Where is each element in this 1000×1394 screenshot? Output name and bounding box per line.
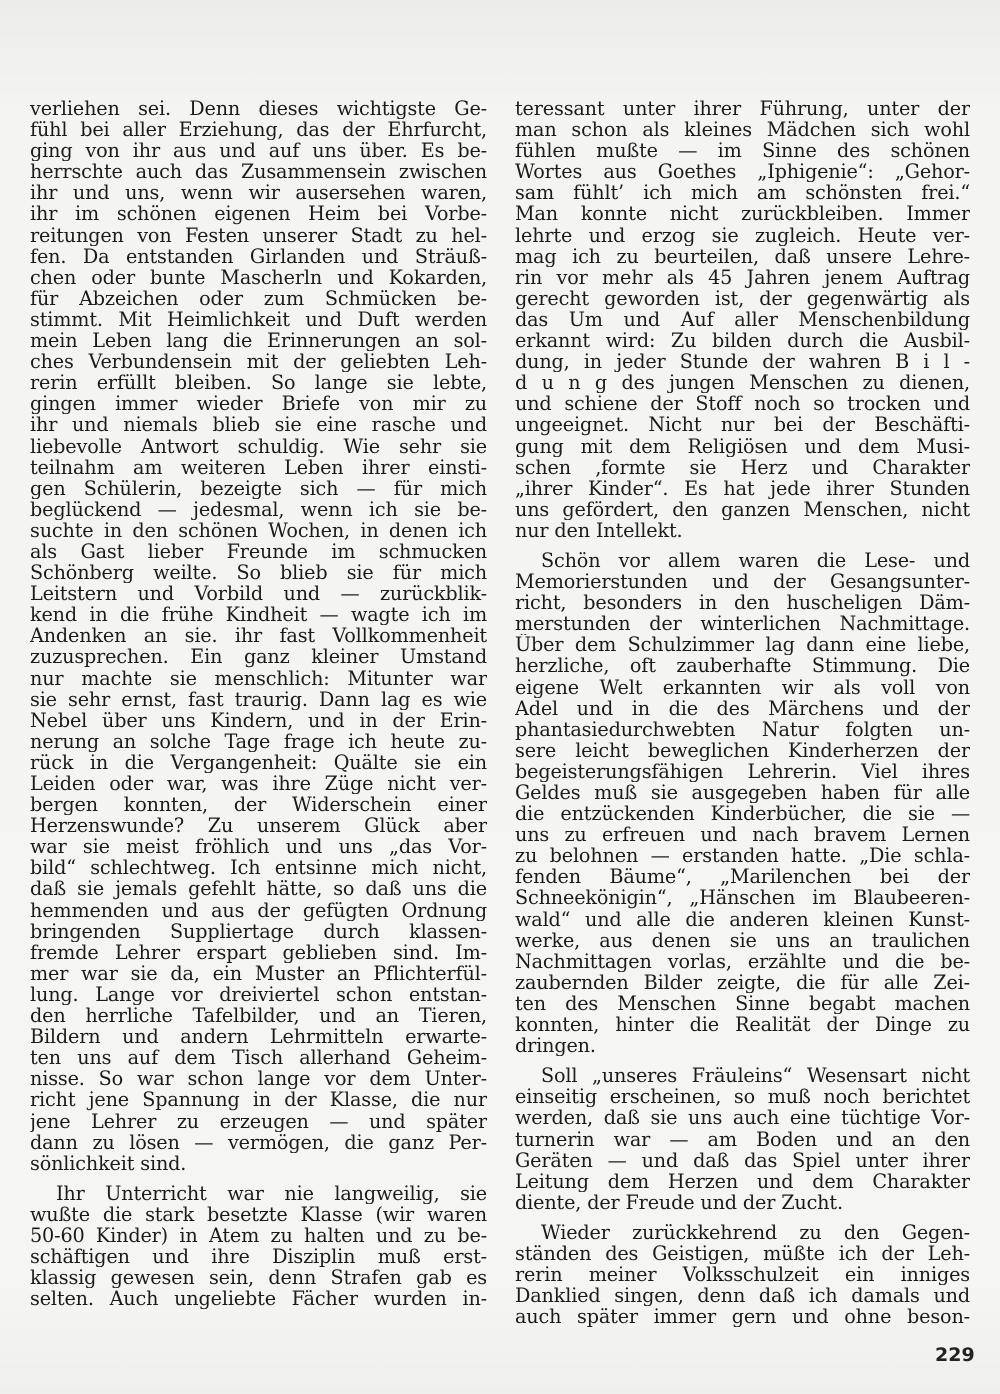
- text-line: Leiden oder war, was ihre Züge nicht ver-: [30, 773, 487, 795]
- text-line: Schneekönigin“, „Hänschen im Blaubeeren-: [515, 887, 970, 909]
- text-line: die entzückenden Kinderbücher, die sie —: [515, 803, 970, 825]
- text-line: nerung an solche Tage frage ich heute zu-: [30, 730, 487, 752]
- text-line: phantasiedurchwebten Natur folgten un-: [515, 718, 970, 740]
- text-line: Danklied singen, denn daß ich damals und: [515, 1285, 970, 1307]
- text-line: ihr im schönen eigenen Heim bei Vorbe-: [30, 203, 487, 225]
- text-line: mein Leben lang die Erinnerungen an sol-: [30, 330, 487, 352]
- text-line: ihr und niemals blieb sie eine rasche und: [30, 414, 487, 436]
- text-line: fühl bei aller Erziehung, das der Ehrfurcht,: [30, 119, 487, 141]
- paragraph-gap: [515, 1213, 970, 1222]
- text-line: begeisterungsfähigen Lehrerin. Viel ihres: [515, 760, 970, 782]
- text-line: Ihr Unterricht war nie langweilig, sie: [56, 1182, 487, 1204]
- text-line: zu belohnen — erstanden hatte. „Die schla-: [515, 845, 970, 867]
- text-line: sere leicht beweglichen Kinderherzen der: [515, 739, 970, 761]
- paragraph-gap: [515, 1056, 970, 1065]
- text-line: kend in die frühe Kindheit — wagte ich im: [30, 604, 487, 626]
- text-line: herrschte auch das Zusammensein zwischen: [30, 161, 487, 183]
- text-line: herzliche, oft zauberhafte Stimmung. Die: [515, 655, 970, 677]
- text-line: Adel und in die des Märchens und der: [515, 697, 970, 719]
- text-line: auch später immer gern und ohne beson-: [515, 1306, 970, 1328]
- text-line: wußte die stark besetzte Klasse (wir waren: [30, 1203, 487, 1225]
- text-line: für Abzeichen oder zum Schmücken be-: [30, 287, 487, 309]
- text-line: nisse. So war schon lange vor dem Unter-: [30, 1068, 487, 1090]
- text-line: richt jene Spannung in der Klasse, die nur: [30, 1089, 487, 1111]
- text-line: und schiene der Stoff noch so trocken und: [515, 393, 970, 415]
- text-line: Schönberg weilte. So blieb sie für mich: [30, 562, 487, 584]
- text-line: suchte in den schönen Wochen, in denen ich: [30, 519, 487, 541]
- text-line: das Um und Auf aller Menschenbildung: [515, 308, 970, 331]
- text-line: sie sehr ernst, fast traurig. Dann lag es wie: [30, 688, 487, 710]
- text-line: merstunden der winterlichen Nachmittage.: [515, 613, 970, 635]
- text-line: zuzusprechen. Ein ganz kleiner Umstand: [30, 646, 487, 668]
- text-line: gingen immer wieder Briefe von mir zu: [30, 393, 487, 415]
- text-line: erkannt wird: Zu bilden durch die Ausbil-: [515, 330, 970, 352]
- text-line: fen. Da entstanden Girlanden und Sträuß-: [30, 245, 487, 267]
- text-line: gung mit dem Religiösen und dem Musi-: [515, 435, 970, 457]
- text-line: gerecht geworden ist, der gegenwärtig als: [515, 287, 970, 309]
- text-line: Andenken an sie. ihr fast Vollkommenheit: [30, 625, 487, 647]
- text-line: uns zu erfreuen und nach bravem Lernen: [515, 824, 970, 846]
- text-line: hemmenden und aus der gefügten Ordnung: [30, 899, 487, 921]
- text-line: ihr und uns, wenn wir ausersehen waren,: [30, 182, 487, 204]
- text-line: nur machte sie menschlich: Mitunter war: [30, 667, 487, 689]
- text-line: sam fühlt’ ich mich am schönsten frei.“: [515, 182, 970, 204]
- text-line: jene Lehrer zu erzeugen — und später: [30, 1110, 487, 1132]
- text-line: zaubernden Bilder zeigte, die für alle Zei-: [515, 971, 970, 993]
- text-line: Bildern und andern Lehrmitteln erwarte-: [30, 1026, 487, 1048]
- text-line: dringen.: [515, 1035, 596, 1057]
- text-line: als Gast lieber Freunde im schmucken: [30, 540, 487, 563]
- page-number: 229: [935, 1344, 975, 1366]
- text-line: stimmt. Mit Heimlichkeit und Duft werden: [30, 308, 487, 331]
- text-line: wald“ und alle die anderen kleinen Kunst-: [515, 908, 970, 930]
- text-line: den herrliche Tafelbilder, und an Tieren,: [30, 1005, 487, 1027]
- text-line: gen Schülerin, bezeigte sich — für mich: [30, 477, 487, 499]
- text-line: Herzenswunde? Zu unserem Glück aber: [30, 815, 487, 837]
- text-line: sönlichkeit sind.: [30, 1152, 187, 1174]
- paragraph-gap: [30, 1174, 487, 1183]
- text-line: 50-60 Kinder) in Atem zu halten und zu be-: [30, 1224, 487, 1247]
- text-line: ten uns auf dem Tisch allerhand Geheim-: [30, 1047, 487, 1069]
- text-line: dung, in jeder Stunde der wahren B i l -: [515, 351, 970, 373]
- text-line: schäftigen und ihre Disziplin muß erst-: [30, 1246, 487, 1268]
- text-line: rin vor mehr als 45 Jahren jenem Auftrag: [515, 266, 970, 288]
- text-line: eigene Welt erkannten wir als voll von: [515, 676, 970, 698]
- text-line: reitungen von Festen unserer Stadt zu hel-: [30, 224, 487, 246]
- text-line: fühlen mußte — im Sinne des schönen: [515, 140, 970, 162]
- text-line: liebevolle Antwort schuldig. Wie sehr sie: [30, 435, 487, 457]
- text-line: daß sie jemals gefehlt hätte, so daß uns die: [30, 878, 487, 900]
- text-line: rerin meiner Volksschulzeit ein inniges: [515, 1264, 970, 1286]
- text-line: verliehen sei. Denn dieses wichtigste Ge-: [30, 98, 487, 120]
- text-line: lehrte und erzog sie zugleich. Heute ver-: [515, 224, 970, 246]
- text-line: bringenden Suppliertage durch klassen-: [30, 920, 487, 942]
- text-line: Wortes aus Goethes „Iphigenie“: „Gehor-: [515, 161, 970, 183]
- text-line: teressant unter ihrer Führung, unter der: [515, 98, 970, 120]
- text-line: lung. Lange vor dreiviertel schon entstan-: [30, 983, 487, 1006]
- text-line: einseitig erscheinen, so muß noch berichtet: [515, 1086, 970, 1108]
- text-line: richt, besonders in den huscheligen Däm-: [515, 592, 970, 614]
- text-line: Leitung dem Herzen und dem Charakter: [515, 1170, 970, 1192]
- text-line: bild“ schlechtweg. Ich entsinne mich nicht,: [30, 857, 487, 879]
- text-line: ten des Menschen Sinne begabt machen: [515, 992, 970, 1015]
- text-line: klassig gewesen sein, denn Strafen gab es: [30, 1267, 487, 1289]
- text-line: bergen konnten, der Widerschein einer: [30, 794, 487, 816]
- text-line: rerin erfüllt bleiben. So lange sie lebte,: [30, 372, 487, 394]
- text-line: Man konnte nicht zurückbleiben. Immer: [515, 203, 970, 225]
- text-line: konnten, hinter die Realität der Dinge zu: [515, 1014, 970, 1036]
- text-line: teilnahm am weiteren Leben ihrer einsti-: [30, 456, 487, 478]
- text-line: werden, daß sie uns auch eine tüchtige Vor-: [515, 1107, 970, 1129]
- text-line: Geräten — und daß das Spiel unter ihrer: [515, 1149, 970, 1171]
- text-line: Über dem Schulzimmer lag dann eine liebe,: [515, 634, 970, 656]
- right-column: [515, 98, 970, 1327]
- text-line: „ihrer Kinder“. Es hat jede ihrer Stunden: [515, 477, 970, 499]
- text-line: schen ‚formte sie Herz und Charakter: [515, 456, 970, 478]
- text-line: dann zu lösen — vermögen, die ganz Per-: [30, 1131, 487, 1153]
- text-line: ging von ihr aus und auf uns über. Es be-: [30, 140, 487, 162]
- text-line: ches Verbundensein mit der geliebten Leh-: [30, 351, 487, 373]
- text-line: fenden Bäume“, „Marilenchen bei der: [515, 866, 970, 888]
- text-line: selten. Auch ungeliebte Fächer wurden in-: [30, 1288, 487, 1310]
- text-line: Wieder zurückkehrend zu den Gegen-: [541, 1221, 970, 1243]
- text-line: rück in die Vergangenheit: Quälte sie ein: [30, 751, 487, 773]
- text-line: Schön vor allem waren die Lese- und: [541, 549, 970, 572]
- text-line: beglückend — jedesmal, wenn ich sie be-: [30, 498, 487, 520]
- text-line: mer war sie da, ein Muster an Pflichterfül-: [30, 962, 487, 984]
- text-line: fremde Lehrer erspart geblieben sind. Im-: [30, 941, 487, 963]
- text-line: nur den Intellekt.: [515, 519, 683, 541]
- paragraph-gap: [515, 541, 970, 550]
- text-line: Soll „unseres Fräuleins“ Wesensart nicht: [541, 1065, 970, 1087]
- text-line: Geldes muß sie ausgegeben haben für alle: [515, 782, 970, 804]
- text-line: ständen des Geistigen, müßte ich der Leh-: [515, 1242, 970, 1265]
- text-line: Memorierstunden und der Gesangsunter-: [515, 571, 970, 593]
- text-line: war sie meist fröhlich und uns „das Vor-: [30, 836, 487, 858]
- text-line: uns gefördert, den ganzen Menschen, nicht: [515, 498, 970, 520]
- text-line: Nachmittagen vorlas, erzählte und die be-: [515, 950, 970, 972]
- text-line: Leitstern und Vorbild und — zurückblik-: [30, 583, 487, 605]
- left-column: [30, 98, 487, 1309]
- text-line: mag ich zu beurteilen, daß unsere Lehre-: [515, 245, 970, 267]
- text-line: d u n g des jungen Menschen zu dienen,: [515, 372, 970, 394]
- text-line: turnerin war — am Boden und an den: [515, 1128, 970, 1150]
- text-line: ungeeignet. Nicht nur bei der Beschäfti-: [515, 414, 970, 436]
- text-line: chen oder bunte Mascherln und Kokarden,: [30, 266, 487, 288]
- text-line: werke, aus denen sie uns an traulichen: [515, 929, 970, 951]
- text-line: man schon als kleines Mädchen sich wohl: [515, 119, 970, 141]
- text-line: Nebel über uns Kindern, und in der Erin-: [30, 709, 487, 731]
- text-line: diente, der Freude und der Zucht.: [515, 1191, 843, 1213]
